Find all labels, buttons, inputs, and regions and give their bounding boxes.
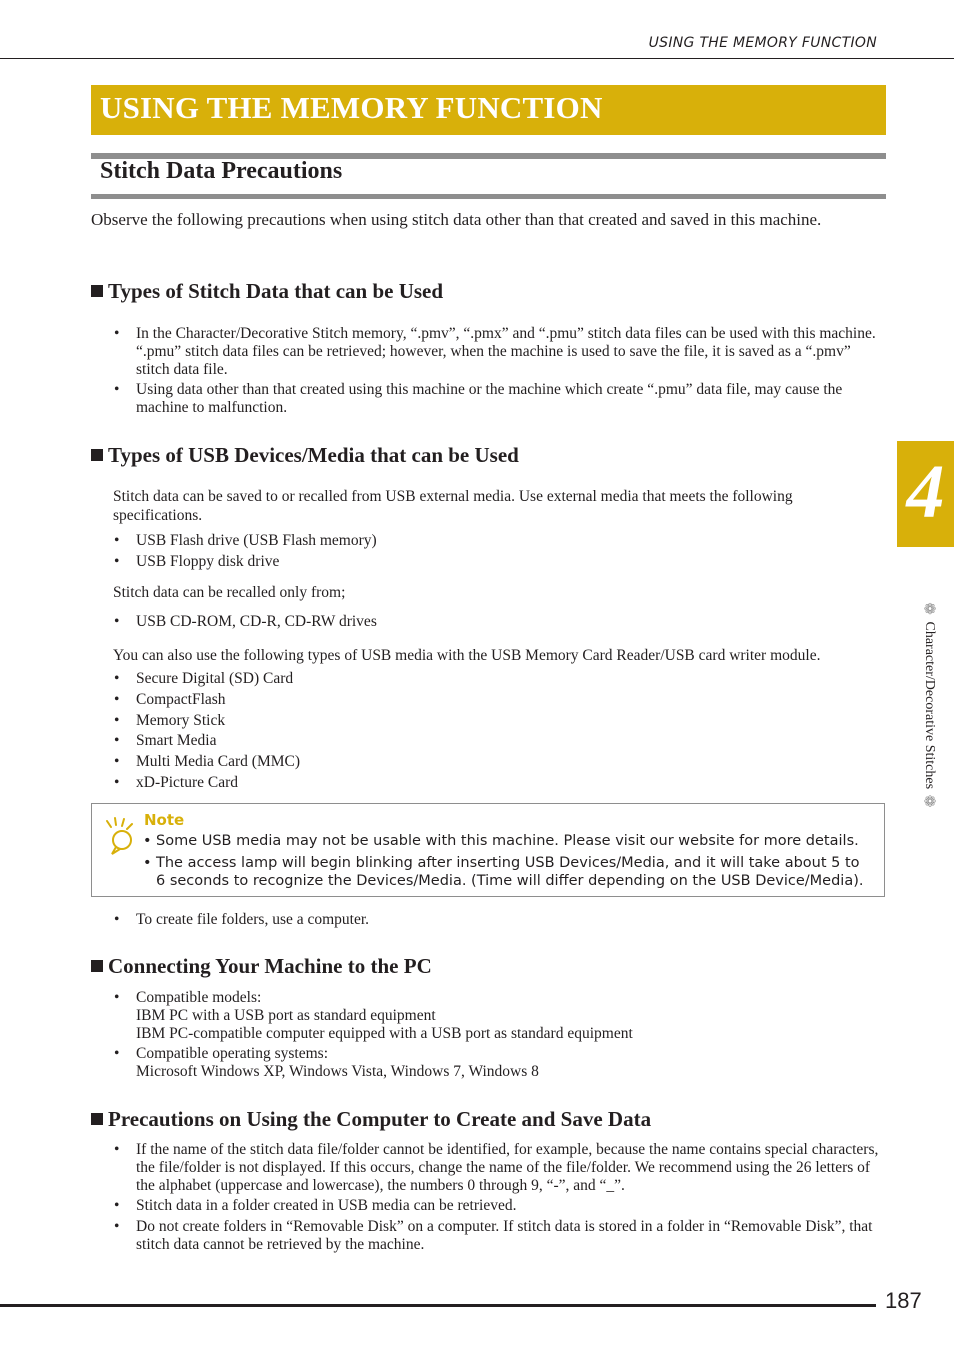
top-rule: [0, 58, 954, 59]
page-number: 187: [885, 1288, 922, 1313]
list-item: • Stitch data in a folder created in USB media can be retrieved.: [114, 1197, 886, 1215]
bottom-rule: [0, 1304, 876, 1307]
precautions-list: [114, 1141, 886, 1254]
subheading-text: Precautions on Using the Computer to Create and Save Data: [108, 1107, 652, 1131]
note-list: [141, 832, 871, 894]
subheading-text: Connecting Your Machine to the PC: [108, 954, 432, 978]
list-item: • In the Character/Decorative Stitch memory, “.pmv”, “.pmx” and “.pmu” stitch data files can be used with this machine. “.pmu” stitch data files can be retrieved; however, when the machine is used to save the file, it is saved as a “.pmv” stitch data file.: [114, 325, 886, 379]
note-box: [91, 803, 885, 897]
chapter-title: USING THE MEMORY FUNCTION: [100, 90, 603, 125]
list-item: • Memory Stick: [114, 711, 886, 732]
subheading-text: Types of USB Devices/Media that can be Used: [108, 443, 519, 467]
usb-paragraph-1: Stitch data can be saved to or recalled from USB external media. Use external media that meets the following specifications.: [113, 488, 793, 524]
chapter-title-bar: [91, 85, 886, 135]
subheading-precautions: [91, 1107, 651, 1132]
note-item: • Some USB media may not be usable with this machine. Please visit our website for more details.: [141, 832, 871, 850]
list-item: [114, 1045, 886, 1081]
after-note-list: [114, 911, 886, 929]
chapter-side-tab: [897, 441, 954, 547]
chapter-number: 4: [906, 450, 945, 534]
running-head: USING THE MEMORY FUNCTION: [648, 35, 877, 51]
models-line: IBM PC-compatible computer equipped with a USB port as standard equipment: [136, 1025, 633, 1042]
connecting-list: [114, 989, 886, 1081]
subheading-stitch-data-types: [91, 279, 443, 304]
list-item: • Secure Digital (SD) Card: [114, 669, 886, 690]
os-label: • Compatible operating systems:: [136, 1045, 329, 1062]
lightbulb-icon: [102, 816, 136, 858]
intro-paragraph: Observe the following precautions when using stitch data other than that created and saved in this machine.: [91, 210, 822, 229]
section-rule-bottom: [91, 194, 886, 199]
square-bullet-icon: [91, 285, 103, 297]
list-item: • USB CD-ROM, CD-R, CD-RW drives: [114, 613, 886, 631]
square-bullet-icon: [91, 1113, 103, 1125]
usb-list-1: [114, 530, 886, 572]
list-item: • To create file folders, use a computer.: [114, 911, 886, 929]
subheading-text: Types of Stitch Data that can be Used: [108, 279, 444, 303]
list-item: • Smart Media: [114, 731, 886, 752]
stitch-data-types-list: [114, 325, 886, 417]
list-item: • CompactFlash: [114, 690, 886, 711]
models-line: IBM PC with a USB port as standard equipment: [136, 1007, 436, 1024]
list-item: • USB Floppy disk drive: [114, 551, 886, 572]
note-item: • The access lamp will begin blinking after inserting USB Devices/Media, and it will take about 5 to 6 seconds to recognize the Devices/Media. (Time will differ depending on the USB Device/Media).: [141, 854, 871, 890]
note-label: Note: [144, 811, 185, 829]
usb-paragraph-3: You can also use the following types of USB media with the USB Memory Card Reader/USB card writer module.: [113, 647, 821, 664]
usb-list-3: [114, 669, 886, 794]
square-bullet-icon: [91, 960, 103, 972]
list-item: • xD-Picture Card: [114, 773, 886, 794]
ornament-icon: ❁: [921, 792, 937, 811]
square-bullet-icon: [91, 449, 103, 461]
subheading-connecting-pc: [91, 954, 432, 979]
subheading-usb-media-types: [91, 443, 519, 468]
models-label: • Compatible models:: [136, 989, 262, 1006]
list-item: • Do not create folders in “Removable Disk” on a computer. If stitch data is stored in a folder in “Removable Disk”, that stitch data cannot be retrieved by the machine.: [114, 1218, 886, 1254]
os-line: Microsoft Windows XP, Windows Vista, Windows 7, Windows 8: [136, 1063, 539, 1080]
section-title: Stitch Data Precautions: [100, 158, 343, 184]
list-item: • Using data other than that created using this machine or the machine which create “.pmu” data file, may cause the machine to malfunction.: [114, 381, 886, 417]
usb-paragraph-2: Stitch data can be recalled only from;: [113, 584, 346, 601]
list-item: • If the name of the stitch data file/folder cannot be identified, for example, because the name contains special characters, the file/folder is not displayed. If this occurs, change the name of the file/folder. We recommend using the 26 letters of the alphabet (uppercase and lowercase), the numbers 0 through 9, “-”, and “_”.: [114, 1141, 886, 1195]
ornament-icon: ❁: [921, 600, 937, 618]
side-chapter-name: Character/Decorative Stitches: [922, 621, 937, 790]
list-item: [114, 989, 886, 1043]
list-item: • USB Flash drive (USB Flash memory): [114, 530, 886, 551]
usb-list-2: [114, 613, 886, 631]
side-chapter-label: [920, 600, 938, 811]
list-item: • Multi Media Card (MMC): [114, 752, 886, 773]
